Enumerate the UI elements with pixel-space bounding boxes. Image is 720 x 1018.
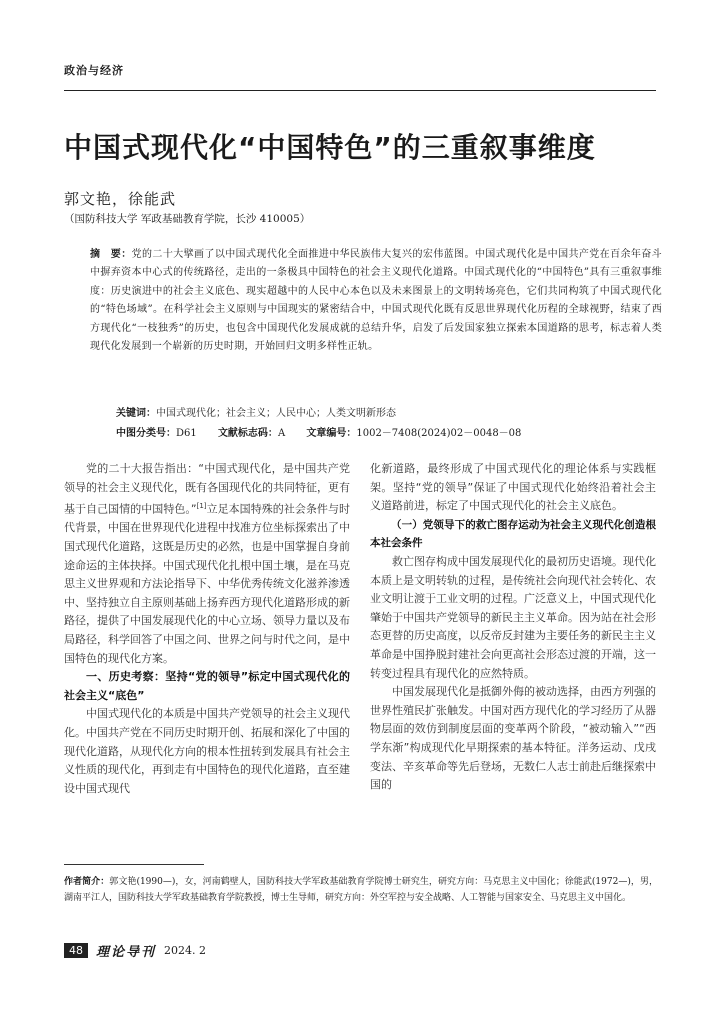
abstract-text: 党的二十大擘画了以中国式现代化全面推进中华民族伟大复兴的宏伟蓝图。中国式现代化是中国共产党在百余年奋斗中摒弃资本中心式的传统路径，走出的一条极具中国特色的社会主义现代化道路。中国式现代化的“中国特色”具有三重叙事维度：历史演进中的社会主义底色、现实超越中的人民中心本色以及未来图景上的文明转场亮色，它们共同构筑了中国式现代化的“特色场域”。在科学社会主义原则与中国现实的紧密结合中，中国式现代化既有反思世界现代化历程的全球视野，结束了西方现代化“一枝独秀”的历史，也包含中国现代化发展成就的总结升华，启发了后发国家独立探索本国道路的思考，标志着人类现代化发展到一个崭新的历史时期，开始回归文明多样性正轨。 <box>90 249 662 353</box>
article-title: 中国式现代化“中国特色”的三重叙事维度 <box>64 131 596 164</box>
issue-date: 2024. 2 <box>164 944 207 957</box>
doccode-label: 文献标志码： <box>217 428 278 439</box>
abstract <box>90 246 662 356</box>
keywords-label: 关键词： <box>116 408 156 419</box>
body-column-left <box>64 460 350 798</box>
section-tag: 政治与经济 <box>64 64 124 77</box>
clc-label: 中图分类号： <box>116 428 176 439</box>
keywords <box>116 404 396 419</box>
footnote-label: 作者简介： <box>64 877 110 887</box>
keywords-text: 中国式现代化；社会主义；人民中心；人类文明新形态 <box>156 408 396 419</box>
articleno-value: 1002－7408(2024)02－0048－08 <box>356 428 522 439</box>
reference-mark: [1] <box>196 502 207 511</box>
journal-name: 理论导刊 <box>96 945 157 960</box>
clc-value: D61 <box>176 428 197 439</box>
body-paragraph: 中国发展现代化是抵御外侮的被动选择，由西方列强的世界性殖民扩张触发。中国对西方现代化的学习经历了从器物层面的效仿到制度层面的变革两个阶段，“被动输入”“西学东渐”构成现代化早期探索的基本特征。洋务运动、戊戌变法、辛亥革命等先后登场，无数仁人志士前赴后继探索中国的 <box>370 685 656 792</box>
doccode-value: A <box>277 428 286 439</box>
author-footnote <box>64 874 658 906</box>
article-affiliation: （国防科技大学 军政基础教育学院，长沙 410005） <box>64 213 311 225</box>
paragraph-text: 党的二十大报告指出：“中国式现代化，是中国共产党领导的社会主义现代化，既有各国现代化的共同特征，更有基于自己国情的中国特色。” <box>64 462 350 516</box>
body-paragraph: 中国式现代化的本质是中国共产党领导的社会主义现代化。中国共产党在不同历史时期开创、拓展和深化了中国的现代化道路，从现代化方向的根本性扭转到发展具有社会主义性质的现代化，再到走有中国特色的现代化道路，直至建设中国式现代 <box>64 707 350 795</box>
body-paragraph: 化新道路，最终形成了中国式现代化的理论体系与实践框架。坚持“党的领导”保证了中国式现代化始终沿着社会主义道路前进，标定了中国式现代化的社会主义底色。 <box>370 462 656 513</box>
subsection-heading-1: （一）党领导下的救亡图存运动为社会主义现代化创造根本社会条件 <box>370 518 656 550</box>
body-column-right <box>370 460 656 795</box>
header-rule <box>64 90 656 91</box>
footnote-text: 郭文艳(1990—)，女，河南鹤壁人，国防科技大学军政基础教育学院博士研究生，研究方向：马克思主义中国化；徐能武(1972—)，男，湖南平江人，国防科技大学军政基础教育学院教授，博士生导师，研究方向：外空军控与安全战略、人工智能与国家安全、马克思主义中国化。 <box>64 877 658 903</box>
page-footer <box>64 941 206 960</box>
body-paragraph: 救亡图存构成中国发展现代化的最初历史语境。现代化本质上是文明转轨的过程，是传统社会向现代社会转化、农业文明让渡于工业文明的过程。广泛意义上，中国式现代化肇始于中国共产党领导的新民主主义革命。因为站在社会形态更替的历史高度，以反帝反封建为主要任务的新民主主义革命是中国挣脱封建社会向更高社会形态过渡的开端，这一转变过程具有现代化的应然特质。 <box>370 554 656 680</box>
footnote-rule <box>64 864 204 865</box>
section-heading-1: 一、历史考察：坚持“党的领导”标定中国式现代化的社会主义“底色” <box>64 670 350 702</box>
body-paragraph <box>64 460 350 668</box>
abstract-label: 摘 要： <box>90 249 132 260</box>
article-meta <box>116 424 521 439</box>
paragraph-text: 立足本国特殊的社会条件与时代背景，中国在世界现代化进程中找准方位坐标探索出了中国式现代化道路，这既是历史的必然，也是中国掌握自身前途命运的主体抉择。中国式现代化扎根中国土壤，是在马克思主义世界观和方法论指导下、中华优秀传统文化滋养渗透中、坚持独立自主原则基础上扬弃西方现代化道路形成的新路径，提供了中国发展现代化的中心立场、领导力量以及布局路径，科学回答了中国之问、世界之问与时代之问，是中国特色的现代化方案。 <box>64 502 351 665</box>
article-authors: 郭文艳，徐能武 <box>64 190 177 208</box>
articleno-label: 文章编号： <box>306 428 357 439</box>
page-number: 48 <box>64 943 88 958</box>
